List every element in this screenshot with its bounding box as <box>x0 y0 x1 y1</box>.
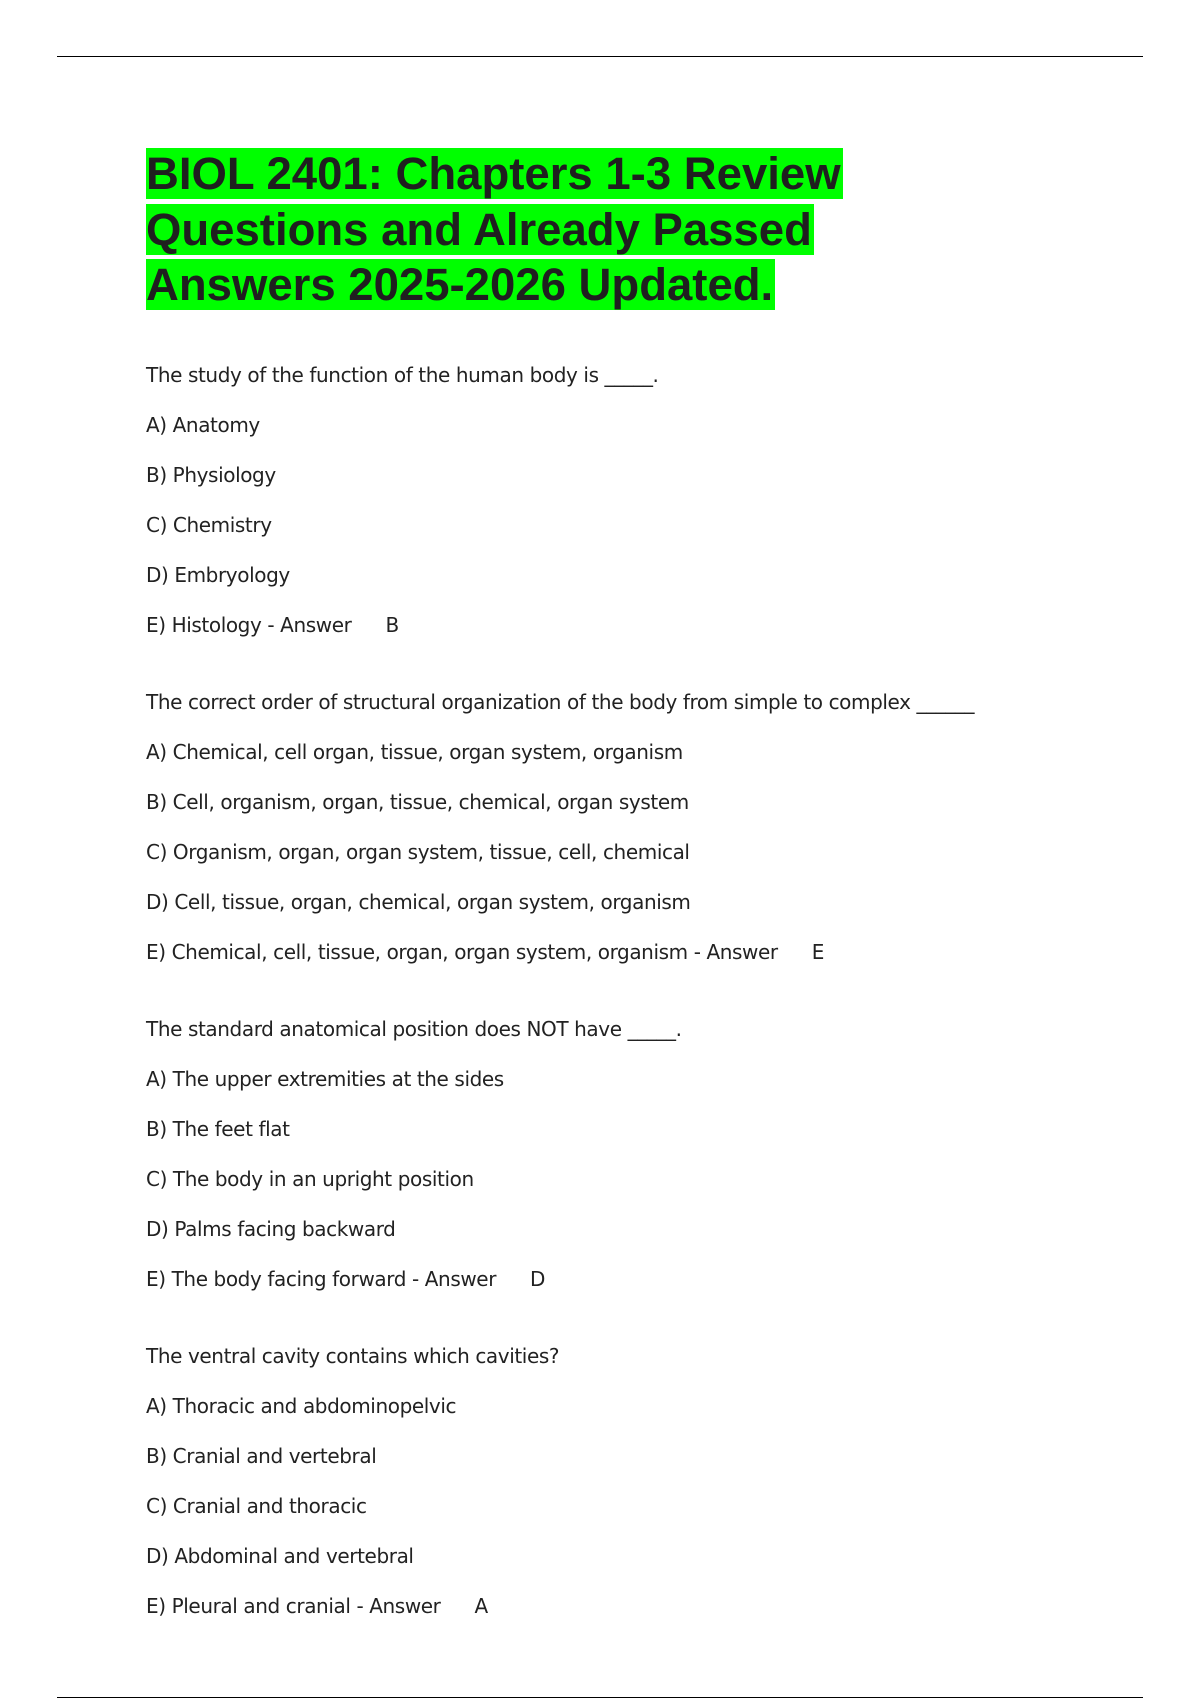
option-text: E) Pleural and cranial <box>146 1593 351 1618</box>
answer-option-a: A) Chemical, cell organ, tissue, organ system, organism <box>146 739 683 764</box>
answer-option-c: C) The body in an upright position <box>146 1166 474 1191</box>
answer-option-e <box>146 938 1096 966</box>
question-4 <box>146 1342 1096 1620</box>
document-body <box>146 146 1096 1669</box>
answer-option-b: B) Physiology <box>146 462 276 487</box>
answer-option-b: B) Cranial and vertebral <box>146 1443 377 1468</box>
answer-label: - Answer <box>693 939 778 964</box>
answer-option-c: C) Chemistry <box>146 512 272 537</box>
answer-option-d: D) Abdominal and vertebral <box>146 1543 414 1568</box>
question-list <box>146 361 1096 1620</box>
answer-option-a: A) The upper extremities at the sides <box>146 1066 504 1091</box>
correct-answer: E <box>811 939 824 964</box>
option-text: E) Histology <box>146 612 262 637</box>
answer-option-c: C) Cranial and thoracic <box>146 1493 367 1518</box>
answer-option-b: B) Cell, organism, organ, tissue, chemical, organ system <box>146 789 689 814</box>
question-stem: The standard anatomical position does NOT have _____. <box>146 1016 682 1041</box>
answer-option-a: A) Thoracic and abdominopelvic <box>146 1393 457 1418</box>
answer-option-d: D) Palms facing backward <box>146 1216 396 1241</box>
option-text: E) The body facing forward <box>146 1266 407 1291</box>
question-2 <box>146 688 1096 966</box>
title-highlight <box>146 148 843 310</box>
question-stem: The correct order of structural organization of the body from simple to complex ______ <box>146 689 975 714</box>
title-line: Answers 2025-2026 Updated. <box>146 259 774 310</box>
answer-option-d: D) Cell, tissue, organ, chemical, organ system, organism <box>146 889 691 914</box>
title-line: BIOL 2401: Chapters 1-3 Review <box>146 148 841 199</box>
question-stem: The ventral cavity contains which cavities? <box>146 1343 560 1368</box>
document-title <box>146 146 1096 313</box>
question-stem: The study of the function of the human body is _____. <box>146 362 659 387</box>
title-line: Questions and Already Passed <box>146 203 812 255</box>
answer-option-b: B) The feet flat <box>146 1116 290 1141</box>
answer-label: - Answer <box>412 1266 497 1291</box>
answer-option-a: A) Anatomy <box>146 412 260 437</box>
answer-label: - Answer <box>356 1593 441 1618</box>
answer-option-c: C) Organism, organ, organ system, tissue, cell, chemical <box>146 839 690 864</box>
answer-label: - Answer <box>267 612 352 637</box>
header-rule <box>57 56 1143 57</box>
answer-option-e <box>146 611 1096 639</box>
answer-option-e <box>146 1592 1096 1620</box>
question-3 <box>146 1015 1096 1293</box>
correct-answer: D <box>530 1266 546 1291</box>
correct-answer: B <box>385 612 399 637</box>
question-1 <box>146 361 1096 639</box>
footer-rule <box>57 1697 1143 1698</box>
answer-option-d: D) Embryology <box>146 562 290 587</box>
answer-option-e <box>146 1265 1096 1293</box>
option-text: E) Chemical, cell, tissue, organ, organ system, organism <box>146 939 688 964</box>
correct-answer: A <box>474 1593 488 1618</box>
